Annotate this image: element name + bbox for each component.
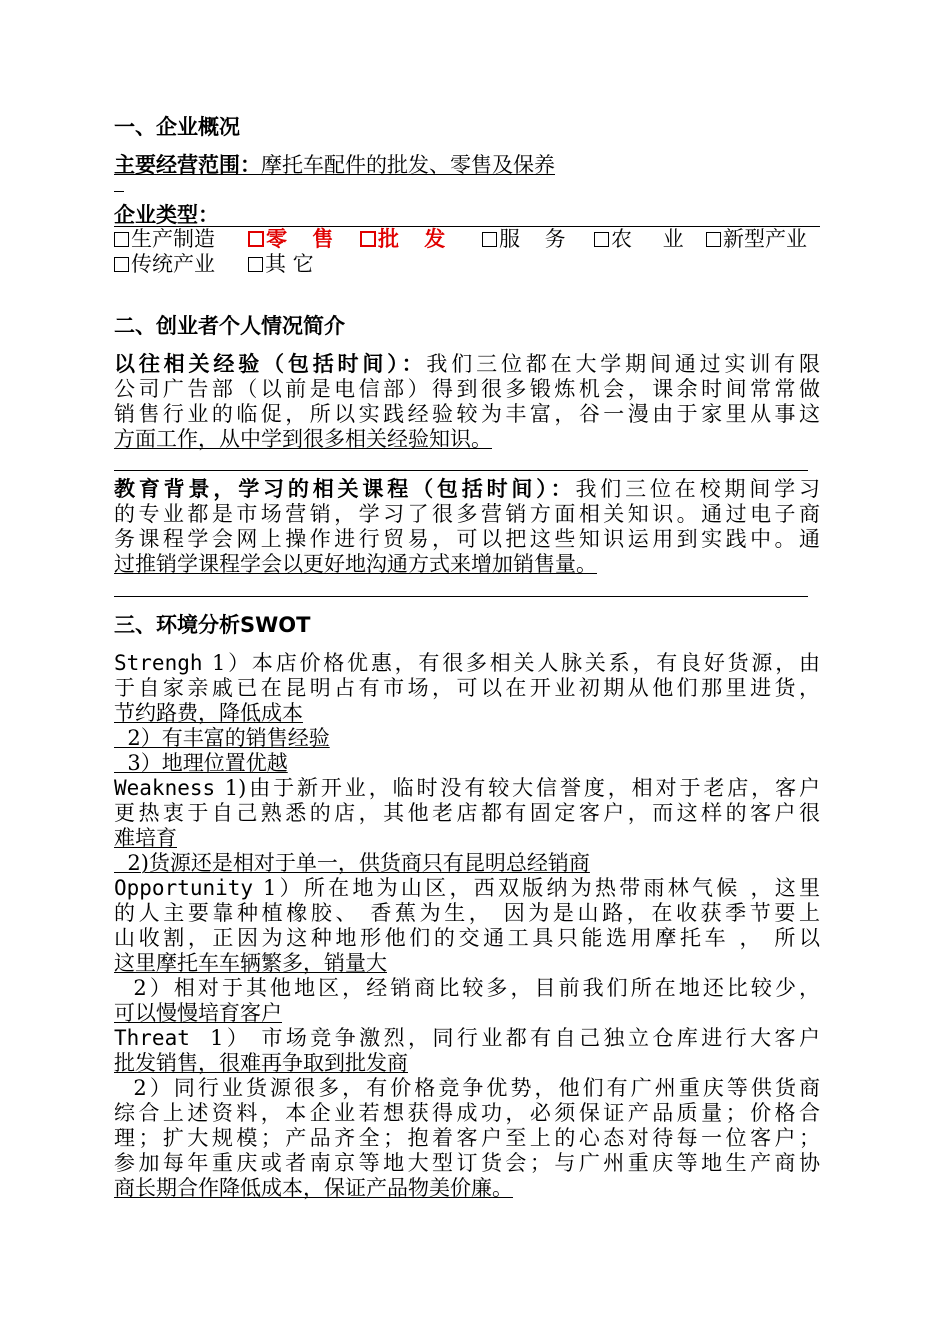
weakness-line-2: 更热衷于自己熟悉的店，其他老店都有固定客户，而这样的客户很: [114, 801, 820, 825]
education-line-4: 过推销学课程学会以更好地沟通方式来增加销售量。: [114, 552, 597, 576]
education-line-1: 教育背景，学习的相关课程（包括时间）：我们三位在校期间学习: [114, 477, 821, 501]
opportunity-line-5: 2）相对于其他地区，经销商比较多，目前我们所在地还比较少，: [114, 976, 820, 1000]
threat-line-1: Threat 1） 市场竞争激烈，同行业都有自己独立仓库进行大客户: [114, 1026, 820, 1050]
summary-line-4: 商长期合作降低成本，保证产品物美价廉。: [114, 1176, 513, 1200]
checkbox-icon: [706, 232, 721, 247]
opportunity-line-3: 山收割，正因为这种地形他们的交通工具只能选用摩托车 ， 所以: [114, 926, 820, 950]
experience-label: 以往相关经验（包括时间）：: [114, 352, 427, 376]
weakness-line-1: Weakness 1)由于新开业，临时没有较大信誉度，相对于老店，客户: [114, 776, 820, 800]
section-heading-2: 二、创业者个人情况简介: [114, 314, 345, 338]
experience-line-1: 以往相关经验（包括时间）：我们三位都在大学期间通过实训有限: [114, 352, 821, 376]
experience-rule: [114, 470, 808, 471]
summary-line-2: 理；扩大规模；产品齐全；抱着客户至上的心态对待每一位客户；: [114, 1126, 820, 1150]
summary-line-1: 综合上述资料，本企业若想获得成功，必须保证产品质量；价格合: [114, 1101, 820, 1125]
threat-line-3: 2）同行业货源很多，有价格竞争优势，他们有广州重庆等供货商: [114, 1076, 820, 1100]
strength-line-4: 2）有丰富的销售经验: [114, 726, 330, 750]
checkbox-icon: [360, 231, 376, 247]
checkbox-icon: [248, 231, 264, 247]
education-line-3: 务课程学会网上操作进行贸易，可以把这些知识运用到实践中。通: [114, 527, 820, 551]
enterprise-type-label: 企业类型：: [114, 203, 219, 227]
strength-line-1: Strengh 1）本店价格优惠，有很多相关人脉关系，有良好货源，由: [114, 651, 820, 675]
checkbox-icon: [114, 232, 129, 247]
weakness-label: Weakness: [114, 776, 216, 800]
education-label: 教育背景，学习的相关课程（包括时间）：: [114, 477, 576, 501]
threat-label: Threat: [114, 1026, 190, 1050]
section-heading-3: 三、环境分析SWOT: [114, 613, 311, 637]
option-traditional-industry[interactable]: 传统产业: [114, 252, 215, 277]
threat-line-2: 批发销售，很难再争取到批发商: [114, 1051, 408, 1075]
strength-line-5: 3）地理位置优越: [114, 751, 288, 775]
experience-line-4: 方面工作，从中学到很多相关经验知识。: [114, 427, 492, 451]
strength-line-2: 于自家亲戚已在昆明占有市场，可以在开业初期从他们那里进货，: [114, 676, 820, 700]
checkbox-icon: [248, 257, 263, 272]
strength-label: Strengh: [114, 651, 203, 675]
business-scope-value: 摩托车配件的批发、零售及保养: [261, 153, 555, 177]
opportunity-line-4: 这里摩托车车辆繁多，销量大: [114, 951, 387, 975]
strength-line-3: 节约路费，降低成本: [114, 701, 303, 725]
weakness-line-4: 2)货源还是相对于单一，供货商只有昆明总经销商: [114, 851, 590, 875]
opportunity-line-2: 的人主要靠种植橡胶、 香蕉为生， 因为是山路，在收获季节要上: [114, 901, 820, 925]
opportunity-line-1: Opportunity 1）所在地为山区，西双版纳为热带雨林气候 ，这里: [114, 876, 820, 900]
option-agriculture[interactable]: 农 业: [594, 227, 696, 252]
option-retail[interactable]: 零 售: [248, 227, 342, 252]
option-other[interactable]: 其 它: [248, 252, 314, 277]
option-new-industry[interactable]: 新型产业: [706, 227, 807, 252]
education-line-2: 的专业都是市场营销，学习了很多营销方面相关知识。通过电子商: [114, 502, 820, 526]
checkbox-icon: [594, 232, 609, 247]
business-scope-label: 主要经营范围：: [114, 153, 261, 177]
education-rule: [114, 596, 808, 597]
checkbox-icon: [482, 232, 497, 247]
option-service[interactable]: 服 务: [482, 227, 575, 252]
summary-line-3: 参加每年重庆或者南京等地大型订货会；与广州重庆等地生产商协: [114, 1151, 820, 1175]
option-wholesale[interactable]: 批 发: [360, 227, 454, 252]
section-heading-1: 一、企业概况: [114, 115, 240, 139]
experience-line-3: 销售行业的临促，所以实践经验较为丰富，谷一漫由于家里从事这: [114, 402, 820, 426]
blank-line: [114, 191, 124, 192]
option-manufacturing[interactable]: 生产制造: [114, 227, 215, 252]
opportunity-line-6: 可以慢慢培育客户: [114, 1001, 282, 1025]
checkbox-icon: [114, 257, 129, 272]
business-scope-line: [114, 153, 555, 178]
weakness-line-3: 难培育: [114, 826, 177, 850]
opportunity-label: Opportunity: [114, 876, 254, 900]
experience-line-2: 公司广告部（以前是电信部）得到很多锻炼机会，课余时间常常做: [114, 377, 820, 401]
